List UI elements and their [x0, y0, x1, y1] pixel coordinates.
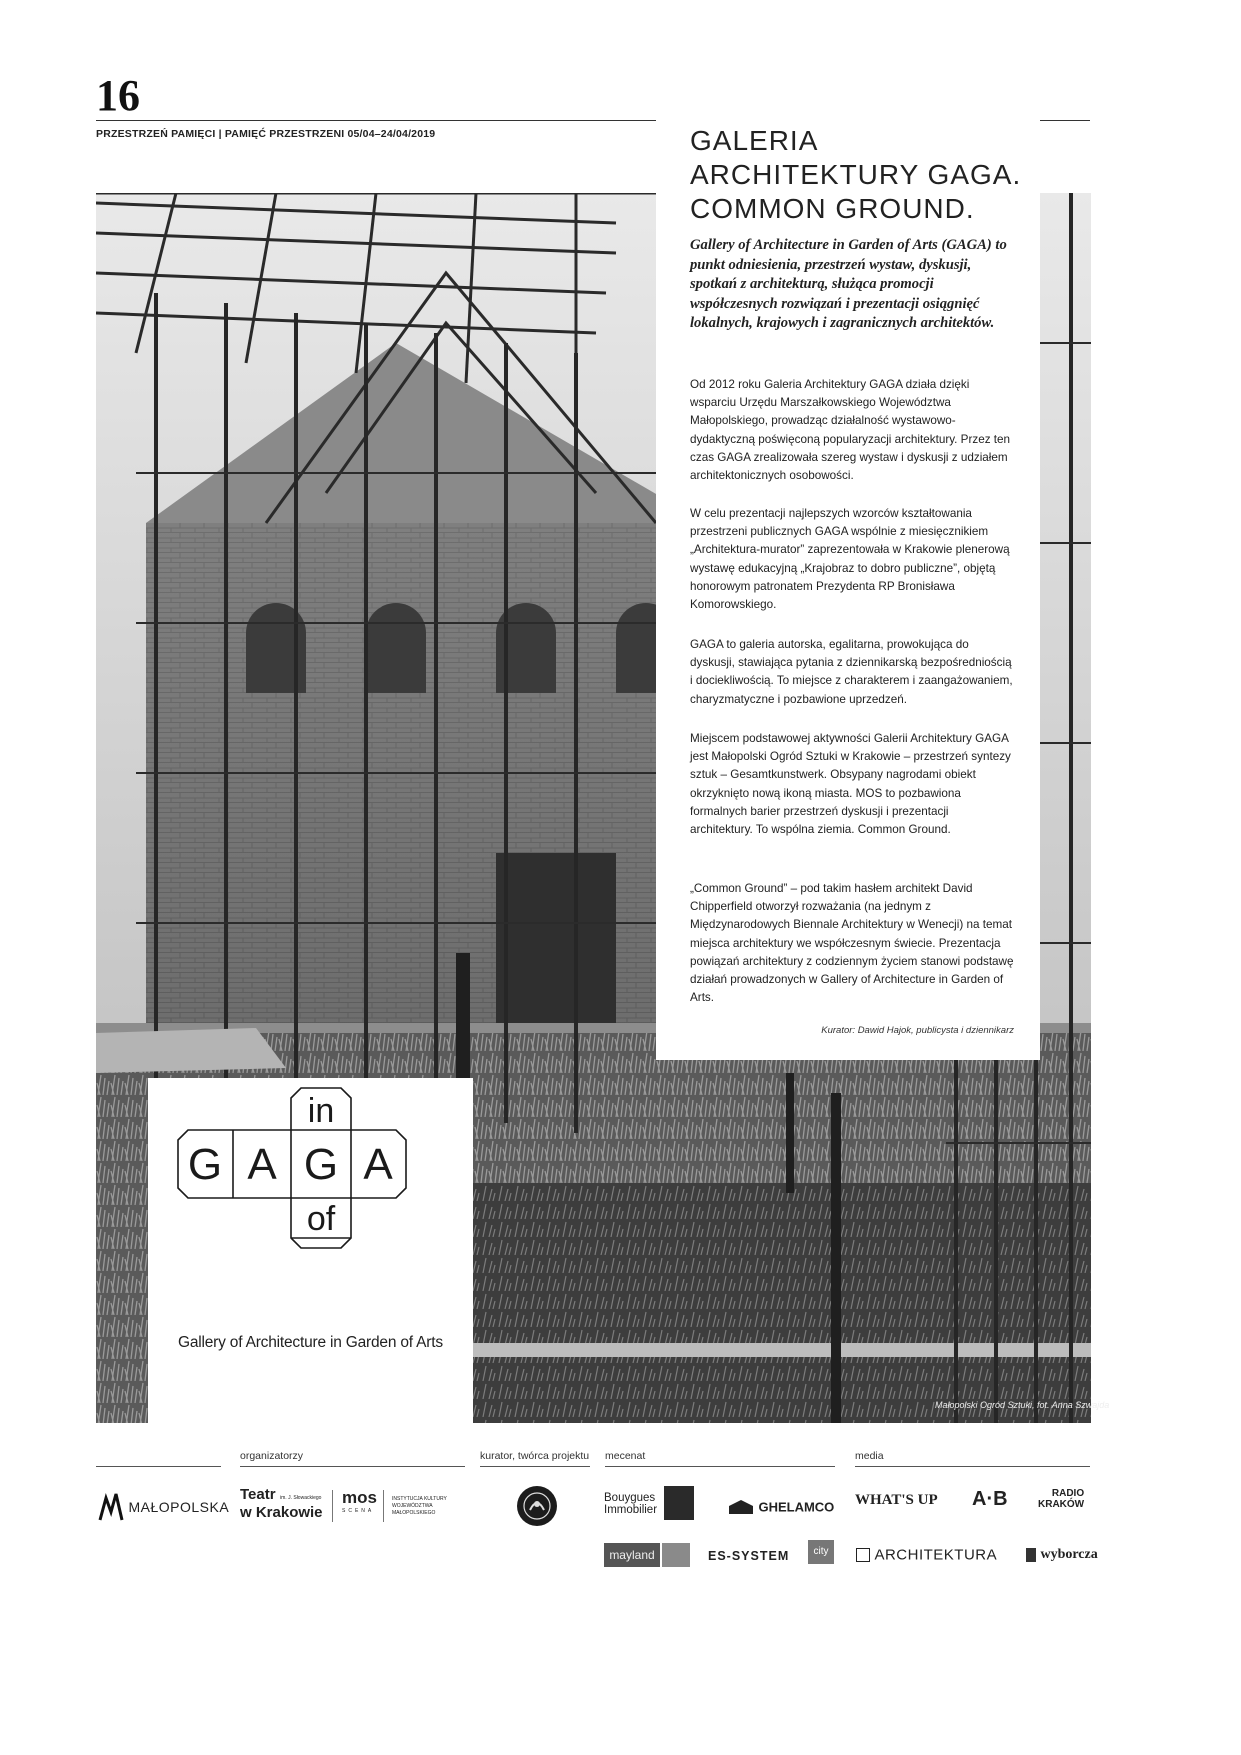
architektura-logo	[856, 1546, 997, 1564]
mos-small: SCENA	[342, 1508, 375, 1514]
footer-rule	[480, 1466, 590, 1467]
teatr-line2: w Krakowie	[240, 1504, 323, 1521]
bouygues-logo	[604, 1492, 657, 1516]
article-paragraph: Miejscem podstawowej aktywności Galerii Architektury GAGA jest Małopolski Ogród Sztuki w Krakowie – przestrzeń syntezy sztuk – Gesamtkunstwerk. Obsypany nagrodami obiekt okrzyknięto nową ikoną miasta. MOS to pozbawiona formalnych barier przestrzeń dyskusji i prezentacji architektury. To wspólna ziemia. Common Ground.	[690, 732, 1011, 837]
malopolska-mark-icon	[98, 1492, 124, 1522]
wyborcza-logo	[1026, 1546, 1098, 1564]
ghelamco-logo	[728, 1498, 834, 1516]
label-curator: kurator, twórca projektu	[480, 1450, 590, 1462]
teatr-small: im. J. Słowackiego	[280, 1495, 322, 1501]
ab-logo: A·B	[972, 1488, 1008, 1510]
architektura-mark-icon	[856, 1548, 870, 1562]
ghelamco-text: GHELAMCO	[758, 1499, 835, 1515]
page-number: 16	[96, 71, 140, 120]
es-system-logo: ES-SYSTEM	[708, 1549, 790, 1563]
logo-letter-in: in	[307, 1092, 335, 1130]
logo-letter-a2: A	[363, 1140, 393, 1189]
header-rule	[96, 120, 656, 121]
article-panel	[656, 110, 1040, 1060]
mos-logo	[342, 1488, 377, 1514]
footer-rule	[605, 1466, 835, 1467]
organizer-divider	[383, 1490, 384, 1522]
article-paragraph: GAGA to galeria autorska, egalitarna, prowokująca do dyskusji, stawiająca pytania z dziennikarską bezpośredniością i dociekliwością. To miejsce z charakterem i zaangażowaniem, charyzmatyczne i pozbawione uprzedzeń.	[690, 638, 1013, 706]
radio-krakow-logo	[1038, 1488, 1084, 1510]
footer-rule	[855, 1466, 1090, 1467]
whats-up-logo: WHAT'S UP	[855, 1492, 938, 1508]
curator-credit: Kurator: Dawid Hajok, publicysta i dziennikarz	[821, 1025, 1014, 1036]
ghelamco-house-icon	[728, 1499, 754, 1515]
radio-line2: KRAKÓW	[1038, 1499, 1085, 1510]
malopolska-logo	[98, 1492, 229, 1522]
mayland-mark-icon	[662, 1543, 690, 1567]
label-patron: mecenat	[605, 1450, 646, 1462]
footer-rule	[96, 1466, 221, 1467]
teatr-line1: Teatr	[240, 1486, 276, 1503]
header-rule-right	[1040, 120, 1090, 121]
wyborcza-text: wyborcza	[1040, 1546, 1098, 1562]
teatr-logo	[240, 1486, 328, 1521]
label-media: media	[855, 1450, 884, 1462]
gaga-logo-box	[148, 1078, 473, 1423]
logo-letter-a1: A	[247, 1140, 277, 1189]
bouygues-mark-icon	[664, 1486, 694, 1520]
running-head: PRZESTRZEŃ PAMIĘCI | PAMIĘĆ PRZESTRZENI 05/04–24/04/2019	[96, 128, 436, 140]
city-logo: city	[808, 1540, 834, 1564]
institution-text: INSTYTUCJA KULTURY WOJEWÓDZTWA MAŁOPOLSKIEGO	[392, 1496, 447, 1516]
radio-line1: RADIO	[1051, 1488, 1085, 1499]
malopolska-text: MAŁOPOLSKA	[128, 1499, 230, 1515]
article-paragraph: Od 2012 roku Galeria Architektury GAGA działa dzięki wsparciu Urzędu Marszałkowskiego Województwa Małopolskiego, prowadząc działalność wystawowo-dydaktyczną poświęconą popularyzacji architektury. Przez ten czas GAGA zrealizowała szereg wystaw i dyskusji z udziałem architektonicznych osobowości.	[690, 378, 1011, 483]
label-organizers: organizatorzy	[240, 1450, 304, 1462]
bouygues-line1: Bouygues	[604, 1492, 656, 1504]
gaga-logo	[148, 1078, 473, 1328]
article-paragraph: W celu prezentacji najlepszych wzorców kształtowania przestrzeni publicznych GAGA wspólnie z miesięcznikiem „Architektura-murator” zaprezentowała w Krakowie plenerową wystawę edukacyjną „Krajobraz to dobro publiczne”, objętą honorowym patronatem Prezydenta RP Bronisława Komorowskiego.	[690, 507, 1010, 612]
mos-text: mos	[342, 1488, 377, 1507]
logo-caption: Gallery of Architecture in Garden of Arts	[178, 1334, 443, 1351]
photo-credit: Małopolski Ogród Sztuki, fot. Anna Szwajda	[935, 1400, 1110, 1410]
logo-letter-g2: G	[303, 1140, 339, 1189]
article-title: GALERIA ARCHITEKTURY GAGA. COMMON GROUND.	[690, 125, 1022, 224]
wyborcza-mark-icon	[1026, 1548, 1036, 1562]
architektura-text: ARCHITEKTURA	[874, 1546, 998, 1564]
logo-letter-g1: G	[187, 1140, 223, 1189]
footer-rule	[240, 1466, 465, 1467]
logo-letter-of: of	[306, 1200, 336, 1238]
organizer-divider	[332, 1490, 333, 1522]
bouygues-line2: Immobilier	[604, 1504, 658, 1516]
article-paragraph: „Common Ground” – pod takim hasłem architekt David Chipperfield otworzył rozważania (na jednym z Międzynarodowych Biennale Architektury w Wenecji) na temat miejsca architektury we współczesnym świecie. Prezentacja powiązań architektury z codziennym życiem stanowi podstawę działań prowadzonych w Gallery of Architecture in Garden of Arts.	[690, 882, 1014, 1005]
article-lead: Gallery of Architecture in Garden of Arts (GAGA) to punkt odniesienia, przestrzeń wystaw, dyskusji, spotkań z architekturą, służąca promocji współczesnych rozwiązań i prezentacji osiągnięć lokalnych, krajowych i zagranicznych architektów.	[690, 237, 1007, 332]
curator-seal-icon	[515, 1484, 559, 1533]
mayland-logo: mayland	[604, 1543, 660, 1567]
